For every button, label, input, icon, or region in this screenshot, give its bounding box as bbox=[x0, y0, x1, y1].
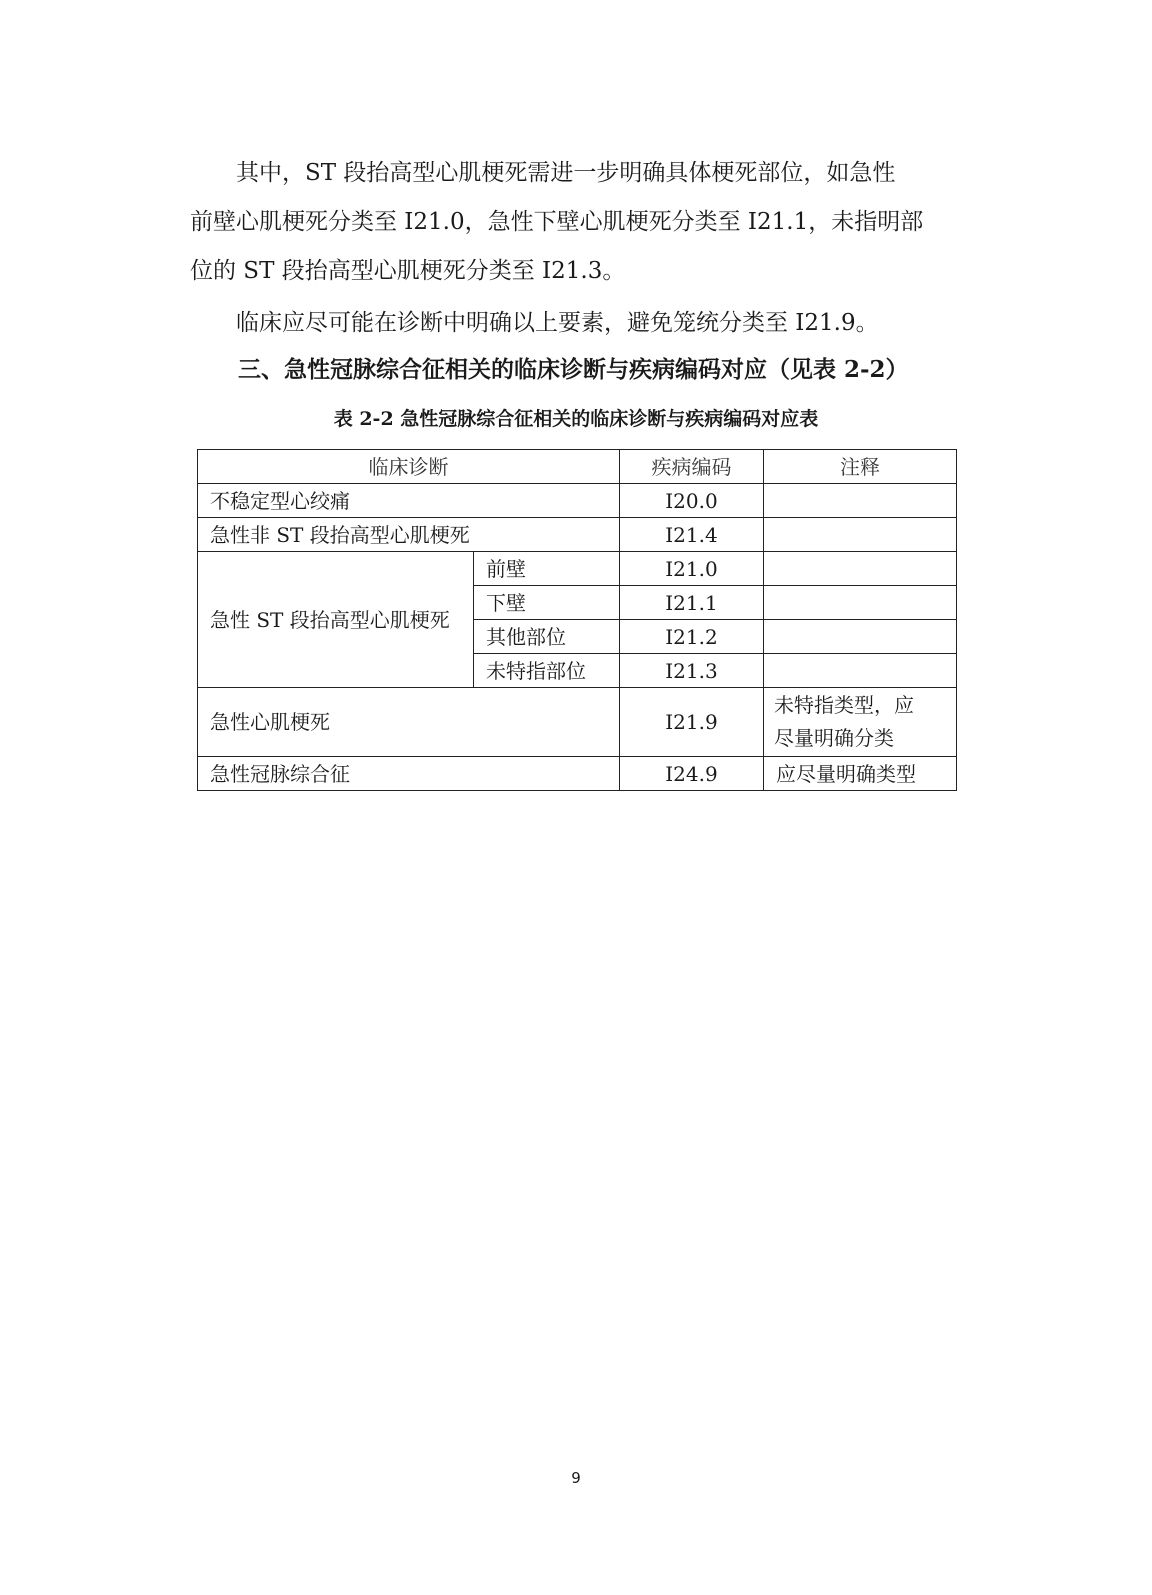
note-cell bbox=[764, 654, 957, 688]
diagnosis-cell: 急性心肌梗死 bbox=[198, 688, 620, 757]
code-cell: I21.3 bbox=[620, 654, 764, 688]
diagnosis-cell: 急性非 ST 段抬高型心肌梗死 bbox=[198, 518, 620, 552]
code-cell: I20.0 bbox=[620, 484, 764, 518]
note-cell bbox=[764, 484, 957, 518]
note-line: 未特指类型，应 bbox=[774, 693, 914, 717]
site-cell: 其他部位 bbox=[474, 620, 620, 654]
code-cell: I21.4 bbox=[620, 518, 764, 552]
paragraph-line: 前壁心肌梗死分类至 I21.0，急性下壁心肌梗死分类至 I21.1，未指明部 bbox=[190, 209, 924, 235]
table-row bbox=[198, 518, 957, 552]
diagnosis-cell: 急性冠脉综合征 bbox=[198, 757, 620, 791]
note-cell bbox=[764, 586, 957, 620]
diagnosis-cell: 不稳定型心绞痛 bbox=[198, 484, 620, 518]
header-note: 注释 bbox=[764, 450, 957, 484]
site-cell: 未特指部位 bbox=[474, 654, 620, 688]
code-cell: I21.9 bbox=[620, 688, 764, 757]
paragraph-line: 位的 ST 段抬高型心肌梗死分类至 I21.3。 bbox=[190, 258, 626, 284]
note-cell: 应尽量明确类型 bbox=[764, 757, 957, 791]
note-line: 尽量明确分类 bbox=[774, 726, 894, 750]
site-cell: 下壁 bbox=[474, 586, 620, 620]
note-cell bbox=[764, 518, 957, 552]
table-header-row bbox=[198, 450, 957, 484]
site-cell: 前壁 bbox=[474, 552, 620, 586]
note-cell bbox=[764, 688, 957, 757]
table-row bbox=[198, 757, 957, 791]
section-heading: 三、急性冠脉综合征相关的临床诊断与疾病编码对应（见表 2-2） bbox=[238, 356, 909, 383]
table-row bbox=[198, 484, 957, 518]
code-cell: I21.2 bbox=[620, 620, 764, 654]
note-cell bbox=[764, 620, 957, 654]
code-cell: I24.9 bbox=[620, 757, 764, 791]
code-cell: I21.0 bbox=[620, 552, 764, 586]
paragraph-line: 其中，ST 段抬高型心肌梗死需进一步明确具体梗死部位，如急性 bbox=[190, 160, 896, 186]
diagnosis-cell: 急性 ST 段抬高型心肌梗死 bbox=[198, 552, 474, 688]
table-row bbox=[198, 552, 957, 586]
note-cell bbox=[764, 552, 957, 586]
paragraph-stemi-sites bbox=[190, 149, 954, 296]
code-cell: I21.1 bbox=[620, 586, 764, 620]
diagnosis-code-table bbox=[197, 449, 957, 791]
header-diagnosis: 临床诊断 bbox=[198, 450, 620, 484]
paragraph-clinical-advice bbox=[190, 299, 954, 348]
paragraph-line: 临床应尽可能在诊断中明确以上要素，避免笼统分类至 I21.9。 bbox=[190, 310, 879, 336]
table-row bbox=[198, 688, 957, 757]
table-caption: 表 2-2 急性冠脉综合征相关的临床诊断与疾病编码对应表 bbox=[333, 408, 819, 430]
page-number: 9 bbox=[571, 1469, 581, 1487]
header-code: 疾病编码 bbox=[620, 450, 764, 484]
